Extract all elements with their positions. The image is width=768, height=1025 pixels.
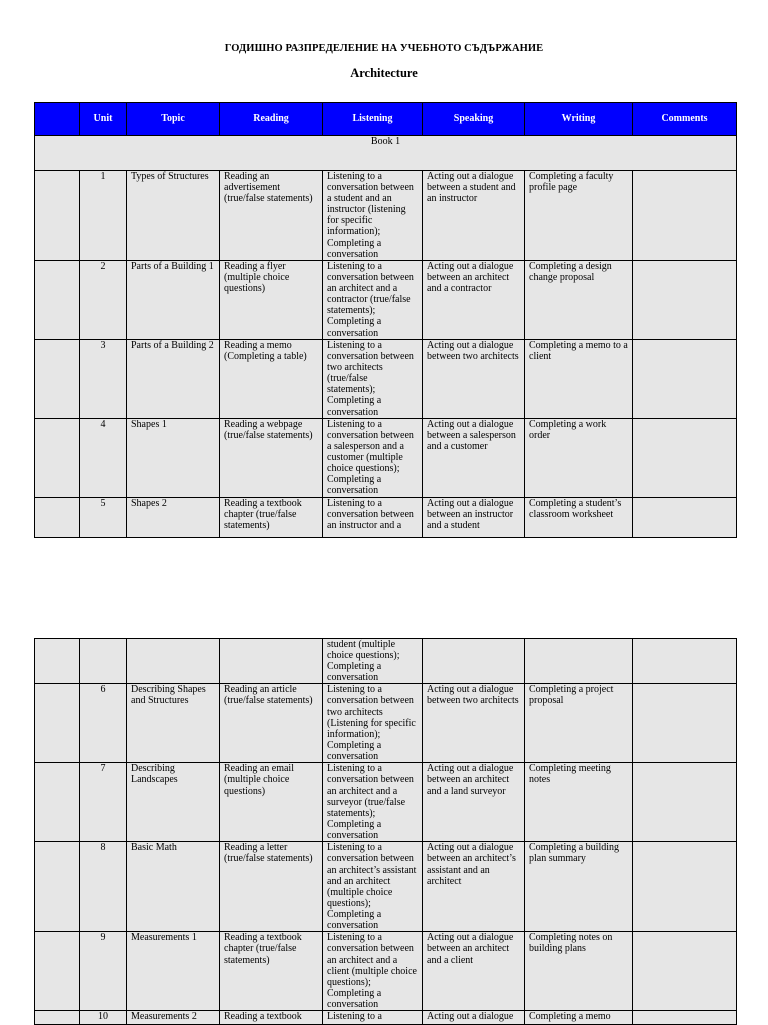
cell-reading: Reading a webpage (true/false statements) [220, 418, 323, 497]
cell-unit: 9 [80, 932, 127, 1011]
cell-topic: Shapes 1 [127, 418, 220, 497]
cell-speaking: Acting out a dialogue between a salesperson and a customer [423, 418, 525, 497]
header-reading: Reading [220, 103, 323, 136]
cell-topic: Describing Shapes and Structures [127, 684, 220, 763]
cell-topic: Types of Structures [127, 171, 220, 261]
cell-listening: student (multiple choice questions); Completing a conversation [323, 639, 423, 684]
cell-speaking: Acting out a dialogue [423, 1011, 525, 1025]
cell-listening: Listening to a conversation between an architect and a contractor (true/false statements); Completing a conversation [323, 261, 423, 340]
header-writing: Writing [525, 103, 633, 136]
cell-comments [633, 418, 737, 497]
cell-reading: Reading a textbook [220, 1011, 323, 1025]
cell-writing: Completing a memo [525, 1011, 633, 1025]
table-row [35, 842, 737, 932]
cell-comments [633, 171, 737, 261]
cell-reading: Reading a flyer (multiple choice questions) [220, 261, 323, 340]
cell-unit: 5 [80, 497, 127, 537]
cell-comments [633, 639, 737, 684]
cell-topic: Measurements 1 [127, 932, 220, 1011]
cell-listening: Listening to a [323, 1011, 423, 1025]
cell-blank [35, 171, 80, 261]
cell-listening: Listening to a conversation between a student and an instructor (listening for specific information); Completing a conversation [323, 171, 423, 261]
cell-unit: 7 [80, 763, 127, 842]
cell-speaking: Acting out a dialogue between two architects [423, 684, 525, 763]
cell-writing: Completing a project proposal [525, 684, 633, 763]
cell-writing: Completing a student’s classroom worksheet [525, 497, 633, 537]
cell-unit: 1 [80, 171, 127, 261]
cell-topic: Parts of a Building 1 [127, 261, 220, 340]
curriculum-table-page-2 [34, 638, 737, 1025]
cell-writing: Completing notes on building plans [525, 932, 633, 1011]
book-label: Book 1 [35, 136, 737, 171]
cell-blank [35, 684, 80, 763]
table-row [35, 340, 737, 419]
table-row [35, 171, 737, 261]
cell-unit: 4 [80, 418, 127, 497]
table-row [35, 684, 737, 763]
cell-speaking: Acting out a dialogue between a student and an instructor [423, 171, 525, 261]
cell-writing: Completing a building plan summary [525, 842, 633, 932]
document-title: ГОДИШНО РАЗПРЕДЕЛЕНИЕ НА УЧЕБНОТО СЪДЪРЖАНИЕ [224, 43, 544, 54]
cell-comments [633, 497, 737, 537]
cell-comments [633, 684, 737, 763]
table-row [35, 261, 737, 340]
cell-blank [35, 340, 80, 419]
header-speaking: Speaking [423, 103, 525, 136]
cell-speaking: Acting out a dialogue between an architect’s assistant and an architect [423, 842, 525, 932]
cell-unit: 8 [80, 842, 127, 932]
cell-reading: Reading an advertisement (true/false statements) [220, 171, 323, 261]
cell-blank [35, 1011, 80, 1025]
book-row [35, 136, 737, 171]
cell-topic: Basic Math [127, 842, 220, 932]
document-subtitle: Architecture [350, 66, 418, 80]
header-blank-cell [35, 103, 80, 136]
cell-unit: 3 [80, 340, 127, 419]
cell-topic: Measurements 2 [127, 1011, 220, 1025]
cell-speaking: Acting out a dialogue between two architects [423, 340, 525, 419]
cell-topic: Shapes 2 [127, 497, 220, 537]
cell-reading: Reading a textbook chapter (true/false statements) [220, 497, 323, 537]
cell-listening: Listening to a conversation between an architect and a client (multiple choice questions); Completing a conversation [323, 932, 423, 1011]
cell-blank [35, 261, 80, 340]
cell-writing: Completing a faculty profile page [525, 171, 633, 261]
cell-blank [35, 763, 80, 842]
cell-speaking: Acting out a dialogue between an architect and a land surveyor [423, 763, 525, 842]
cell-blank [35, 932, 80, 1011]
table-header-row [35, 103, 737, 136]
cell-blank [35, 842, 80, 932]
table-row [35, 932, 737, 1011]
cell-writing: Completing a memo to a client [525, 340, 633, 419]
table-row [35, 1011, 737, 1025]
cell-unit: 10 [80, 1011, 127, 1025]
cell-blank [35, 639, 80, 684]
table-row [35, 763, 737, 842]
header-comments: Comments [633, 103, 737, 136]
cell-writing: Completing a design change proposal [525, 261, 633, 340]
cell-reading: Reading a textbook chapter (true/false statements) [220, 932, 323, 1011]
header-listening: Listening [323, 103, 423, 136]
cell-reading: Reading an article (true/false statements) [220, 684, 323, 763]
cell-writing: Completing meeting notes [525, 763, 633, 842]
cell-reading [220, 639, 323, 684]
cell-unit: 6 [80, 684, 127, 763]
cell-writing: Completing a work order [525, 418, 633, 497]
cell-comments [633, 842, 737, 932]
cell-comments [633, 1011, 737, 1025]
table-row-continuation [35, 639, 737, 684]
cell-blank [35, 497, 80, 537]
cell-unit: 2 [80, 261, 127, 340]
cell-comments [633, 932, 737, 1011]
table-row [35, 418, 737, 497]
cell-comments [633, 261, 737, 340]
header-topic: Topic [127, 103, 220, 136]
curriculum-table-page-1 [34, 102, 737, 538]
cell-blank [35, 418, 80, 497]
cell-speaking: Acting out a dialogue between an architect and a client [423, 932, 525, 1011]
cell-topic [127, 639, 220, 684]
cell-comments [633, 763, 737, 842]
cell-reading: Reading a memo (Completing a table) [220, 340, 323, 419]
cell-listening: Listening to a conversation between two architects (Listening for specific information); Completing a conversation [323, 684, 423, 763]
cell-topic: Parts of a Building 2 [127, 340, 220, 419]
cell-unit [80, 639, 127, 684]
cell-topic: Describing Landscapes [127, 763, 220, 842]
cell-listening: Listening to a conversation between a salesperson and a customer (multiple choice questions); Completing a conversation [323, 418, 423, 497]
cell-reading: Reading an email (multiple choice questions) [220, 763, 323, 842]
cell-listening: Listening to a conversation between two architects (true/false statements); Completing a conversation [323, 340, 423, 419]
cell-listening: Listening to a conversation between an instructor and a [323, 497, 423, 537]
cell-listening: Listening to a conversation between an architect’s assistant and an architect (multiple choice questions); Completing a conversation [323, 842, 423, 932]
cell-listening: Listening to a conversation between an architect and a surveyor (true/false statements); Completing a conversation [323, 763, 423, 842]
header-unit: Unit [80, 103, 127, 136]
table-row [35, 497, 737, 537]
cell-comments [633, 340, 737, 419]
cell-speaking: Acting out a dialogue between an architect and a contractor [423, 261, 525, 340]
cell-speaking: Acting out a dialogue between an instructor and a student [423, 497, 525, 537]
cell-writing [525, 639, 633, 684]
cell-reading: Reading a letter (true/false statements) [220, 842, 323, 932]
cell-speaking [423, 639, 525, 684]
